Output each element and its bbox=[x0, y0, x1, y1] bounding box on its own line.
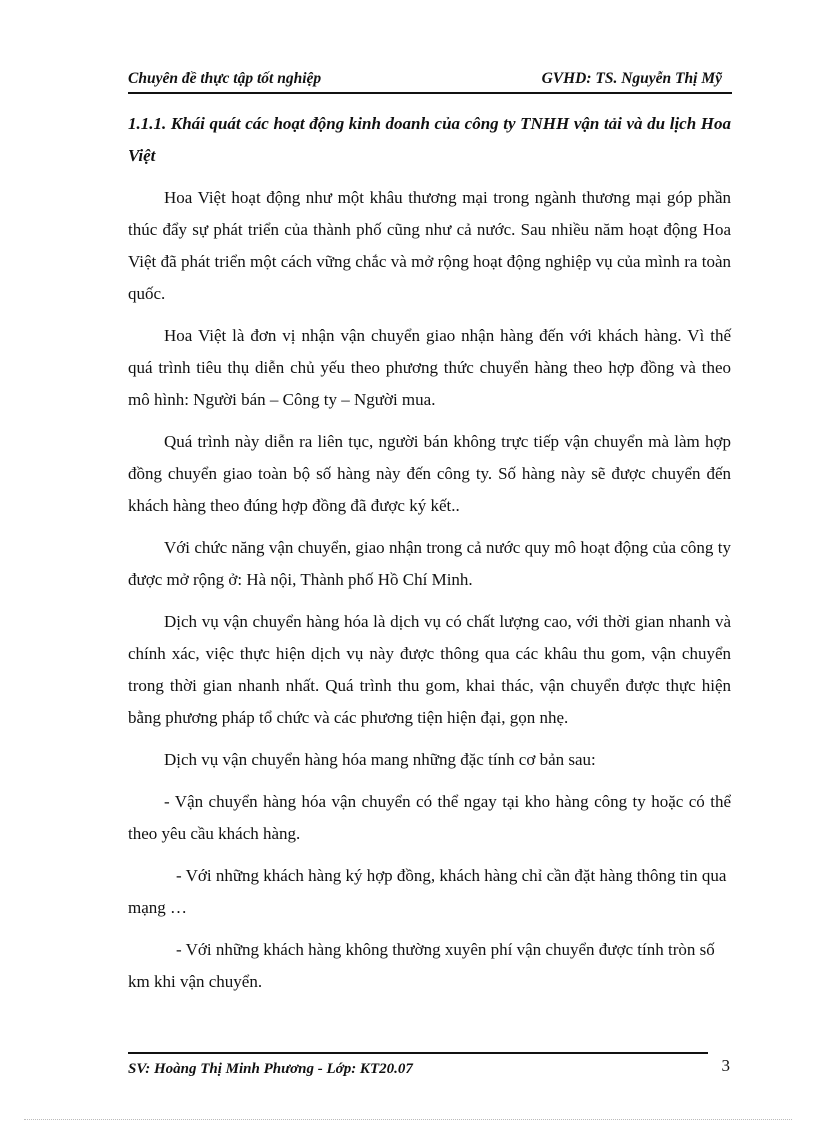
paragraph-1: Hoa Việt hoạt động như một khâu thương mại trong ngành thương mại góp phần thúc đẩy sự phát triển của thành phố cũng như cả nước. Sau nhiều năm hoạt động Hoa Việt đã phát triển một cách vững chắc và mở rộng hoạt động nghiệp vụ của mình ra toàn quốc. bbox=[128, 188, 731, 303]
paragraph-2: Hoa Việt là đơn vị nhận vận chuyển giao nhận hàng đến với khách hàng. Vì thế quá trình tiêu thụ diễn chủ yếu theo phương thức chuyển hàng theo hợp đồng và theo mô hình: Người bán – Công ty – Người mua. bbox=[128, 326, 731, 409]
page-footer bbox=[128, 1056, 732, 1080]
footer-divider bbox=[128, 1052, 708, 1054]
page-number: 3 bbox=[721, 1056, 730, 1075]
paragraph-6: Dịch vụ vận chuyển hàng hóa mang những đặc tính cơ bản sau: bbox=[164, 750, 596, 769]
bullet-item-1: - Vận chuyển hàng hóa vận chuyển có thể ngay tại kho hàng công ty hoặc có thể theo yêu cầu khách hàng. bbox=[128, 792, 731, 843]
page-header bbox=[128, 68, 732, 92]
header-divider bbox=[128, 92, 732, 94]
paragraph-4: Với chức năng vận chuyển, giao nhận trong cả nước quy mô hoạt động của công ty được mở rộng ở: Hà nội, Thành phố Hồ Chí Minh. bbox=[128, 538, 731, 589]
page-body bbox=[128, 108, 731, 1008]
bottom-border bbox=[24, 1119, 792, 1120]
footer-student-info: SV: Hoàng Thị Minh Phương - Lớp: KT20.07 bbox=[128, 1061, 413, 1077]
header-supervisor: GVHD: TS. Nguyễn Thị Mỹ bbox=[541, 70, 722, 87]
section-title: 1.1.1. Khái quát các hoạt động kinh doanh của công ty TNHH vận tải và du lịch Hoa Việt bbox=[128, 114, 731, 165]
paragraph-3: Quá trình này diễn ra liên tục, người bán không trực tiếp vận chuyển mà làm hợp đồng chuyển giao toàn bộ số hàng này đến công ty. Số hàng này sẽ được chuyển đến khách hàng theo đúng hợp đồng đã được ký kết.. bbox=[128, 432, 731, 515]
bullet-item-2: - Với những khách hàng ký hợp đồng, khách hàng chỉ cần đặt hàng thông tin qua mạng … bbox=[128, 866, 727, 917]
paragraph-5: Dịch vụ vận chuyển hàng hóa là dịch vụ có chất lượng cao, với thời gian nhanh và chính xác, việc thực hiện dịch vụ này được thông qua các khâu thu gom, vận chuyển trong thời gian nhanh nhất. Quá trình thu gom, khai thác, vận chuyển được thực hiện bằng phương pháp tổ chức và các phương tiện hiện đại, gọn nhẹ. bbox=[128, 612, 731, 727]
bullet-item-3: - Với những khách hàng không thường xuyên phí vận chuyển được tính tròn số km khi vận chuyển. bbox=[128, 940, 715, 991]
header-document-type: Chuyên đề thực tập tốt nghiệp bbox=[128, 70, 322, 87]
